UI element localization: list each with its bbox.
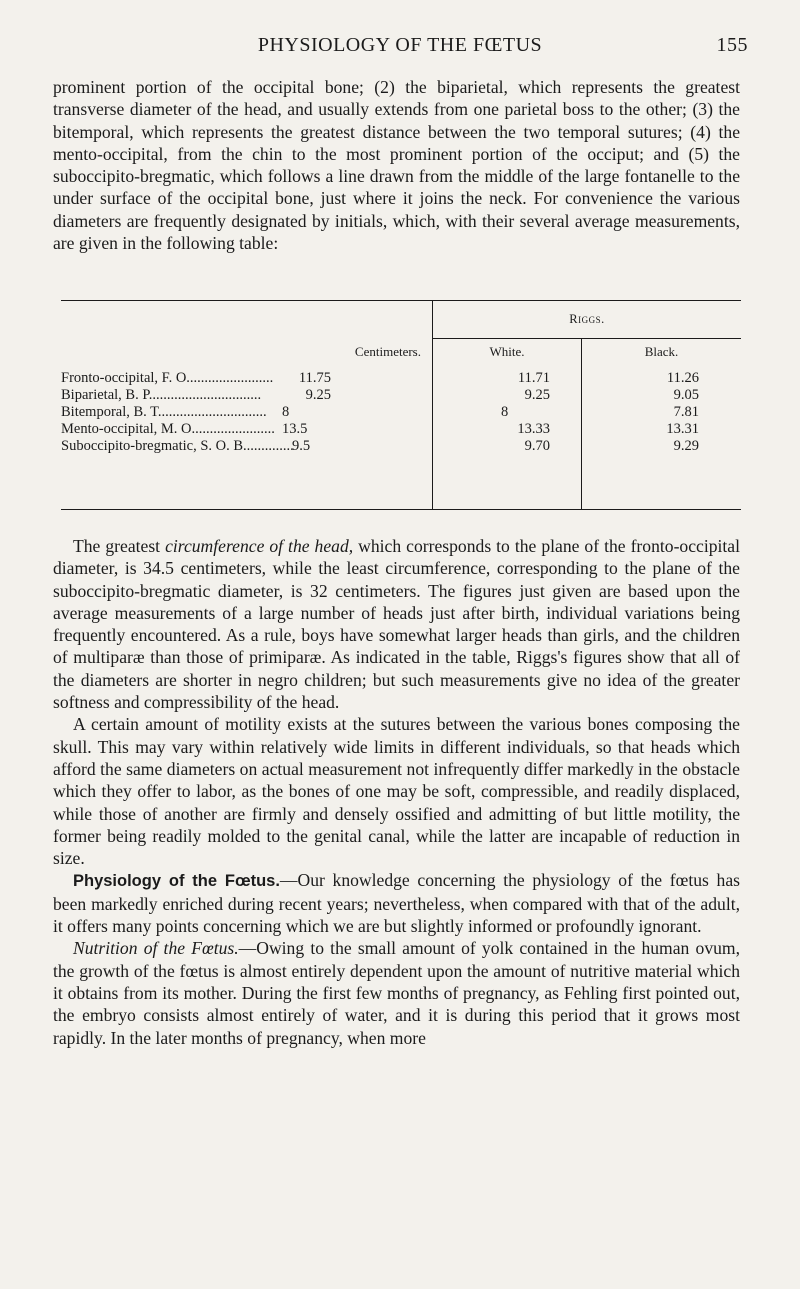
riggs-group-header: Riggs. bbox=[569, 312, 605, 326]
col-header-white: White. bbox=[489, 344, 525, 359]
col-header-black: Black. bbox=[644, 344, 679, 359]
col-header-centimeters: Centimeters. bbox=[354, 344, 421, 359]
row-label: Mento-occipital, M. O....................... bbox=[61, 421, 275, 437]
row-white: 9.70 bbox=[524, 438, 550, 454]
text-block-top bbox=[53, 76, 740, 254]
row-cm: 13.5 bbox=[282, 421, 308, 437]
row-black: 13.31 bbox=[666, 421, 699, 437]
row-white: 8 bbox=[501, 404, 509, 420]
row-label: Bitemporal, B. T.............................. bbox=[61, 404, 267, 420]
row-white: 13.33 bbox=[517, 421, 550, 437]
text-run: which corresponds to the plane of the fronto-occipital diameter, is 34.5 centimeters, while the least circumference, corresponding to the plane of the suboccipito-bregmatic diameter, is 32 centimeters. The figures just given are based upon the average measurements of a large number of heads just after birth, individual variations being frequently encountered. As a rule, boys have somewhat larger heads than girls, and the children of multiparæ than those of primiparæ. As indicated in the table, Riggs's figures show that all of the diameters are shorter in negro children; but such measurements give no idea of the greater softness and compressibility of the head. bbox=[53, 536, 740, 713]
row-label: Fronto-occipital, F. O........................ bbox=[61, 370, 274, 386]
row-black: 7.81 bbox=[673, 404, 699, 420]
text-run: —Owing to the small amount of yolk contained in the human ovum, the growth of the fœtus is almost entirely dependent upon the amount of nutritive material which it obtains from its mother. During the first few months of pregnancy, as Fehling first pointed out, the embryo consists almost entirely of water, and it is during this period that it grows most rapidly. In the later months of pregnancy, when more bbox=[53, 938, 741, 1048]
text-run: The greatest bbox=[73, 536, 166, 556]
subheading: Nutrition of the Fœtus. bbox=[73, 938, 239, 959]
row-black: 11.26 bbox=[666, 370, 699, 386]
paragraph-continued: prominent portion of the occipital bone; (2) the biparietal, which represents the greatest transverse diameter of the head, and usually extends from one parietal boss to the other; (3) the bitemporal, which represents the greatest distance between the two temporal sutures; (4) the mento-occipital, from the chin to the most prominent portion of the occiput; and (5) the suboccipito-bregmatic, which follows a line drawn from the middle of the large fontanelle to the under surface of the occipital bone, just where it joins the neck. For convenience the various diameters are frequently designated by initials, which, with their several average measurements, are given in the following table: bbox=[53, 77, 740, 254]
text-block-bottom bbox=[53, 535, 740, 1049]
paragraph-physiology bbox=[53, 869, 740, 937]
row-cm: 9.5 bbox=[292, 438, 311, 454]
riggs-underline bbox=[432, 338, 741, 339]
table-divider-left bbox=[432, 300, 433, 510]
table-top-rule bbox=[61, 300, 741, 301]
page-number: 155 bbox=[716, 34, 748, 56]
row-cm: 8 bbox=[282, 404, 290, 420]
row-cm: 9.25 bbox=[305, 387, 331, 403]
paragraph-motility: A certain amount of motility exists at the sutures between the various bones composing the skull. This may vary within relatively wide limits in different individuals, so that heads which afford the same diameters on actual measurement not infrequently differ markedly in the obstacle which they offer to labor, as the bones of one may be soft, compressible, and readily displaced, while those of another are firmly and densely ossified and admitting of but little motility, the former being readily molded to the genital canal, while the latter are incapable of reduction in size. bbox=[53, 714, 740, 869]
table-bottom-rule bbox=[61, 509, 741, 510]
row-cm: 11.75 bbox=[298, 370, 331, 386]
row-black: 9.05 bbox=[673, 387, 699, 403]
paragraph-nutrition bbox=[53, 937, 740, 1048]
running-head bbox=[0, 34, 800, 60]
paragraph-circumference bbox=[53, 535, 740, 713]
table-divider-mid bbox=[581, 338, 582, 510]
text-run: —Our knowledge concerning the physiology of the fœtus has been markedly enriched during recent years; nevertheless, when compared with that of the adult, it offers many points concerning which we are but slightly informed or profoundly ignorant. bbox=[53, 870, 740, 937]
row-black: 9.29 bbox=[673, 438, 699, 454]
running-title: PHYSIOLOGY OF THE FŒTUS bbox=[257, 34, 543, 56]
emphasis-phrase: circumference of the head, bbox=[165, 536, 354, 556]
diameter-table bbox=[61, 300, 741, 510]
row-white: 11.71 bbox=[517, 370, 550, 386]
row-label: Suboccipito-bregmatic, S. O. B.............. bbox=[61, 438, 294, 454]
row-white: 9.25 bbox=[524, 387, 550, 403]
section-heading: Physiology of the Fœtus. bbox=[73, 872, 280, 891]
row-label: Biparietal, B. P............................... bbox=[61, 387, 262, 403]
